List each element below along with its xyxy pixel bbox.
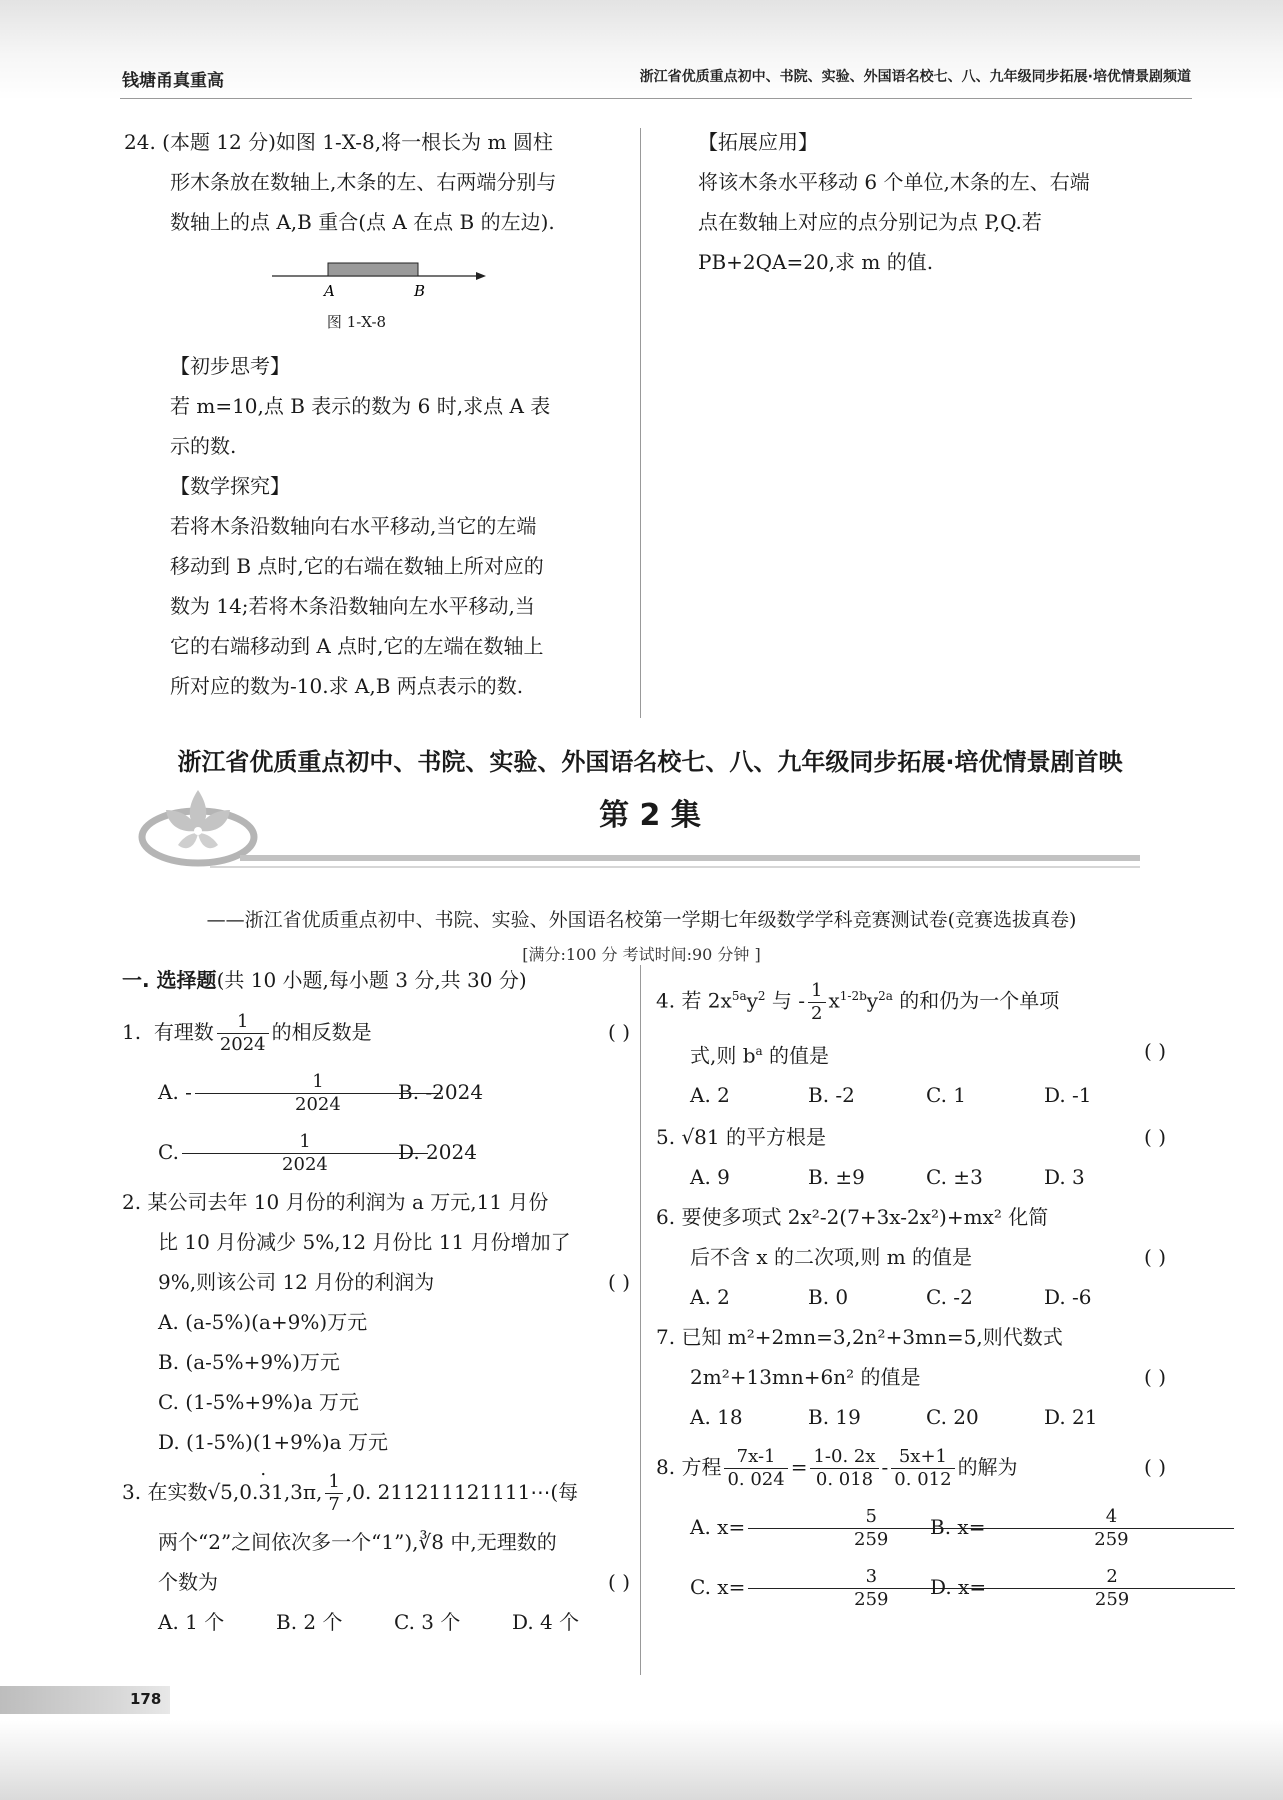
questions-right-column <box>656 966 1166 1617</box>
questions-left-column <box>122 960 630 1642</box>
q24-right-column <box>698 122 1168 282</box>
wooden-stick <box>328 263 418 276</box>
label-b: B <box>414 282 426 300</box>
q6-option-a[interactable]: A. 2 <box>690 1285 730 1310</box>
q1-num: 1. <box>122 1020 142 1044</box>
q2-option-a[interactable]: A. (a-5%)(a+9%)万元 <box>158 1310 368 1334</box>
q6-option-d[interactable]: D. -6 <box>1044 1285 1092 1310</box>
q2-line-3: 9%,则该公司 12 月份的利润为 ( ) <box>122 1262 630 1302</box>
header-rule <box>120 98 1192 99</box>
column-divider-bottom <box>640 965 641 1675</box>
part2-line-3: 数为 14;若将木条沿数轴向左水平移动,当 <box>170 594 535 618</box>
q1-options-row-2 <box>122 1122 630 1182</box>
q6-options <box>656 1277 1166 1317</box>
q5-option-b[interactable]: B. ±9 <box>808 1165 865 1190</box>
q5-option-d[interactable]: D. 3 <box>1044 1165 1085 1190</box>
number-line-svg <box>124 246 629 306</box>
q1-option-c[interactable]: C. $\frac{1}{2024}$ <box>158 1122 398 1182</box>
q2-option-b[interactable]: B. (a-5%+9%)万元 <box>158 1350 340 1374</box>
q3-option-a[interactable]: A. 1 个 <box>158 1610 225 1634</box>
q3-option-c[interactable]: C. 3 个 <box>394 1610 461 1634</box>
q24-left-column <box>124 122 629 706</box>
q2-option-c[interactable]: C. (1-5%+9%)a 万元 <box>158 1390 359 1414</box>
q7-line-2: 2m²+13mn+6n² 的值是 ( ) <box>656 1357 1166 1397</box>
q7-option-b[interactable]: B. 19 <box>808 1405 861 1430</box>
footer-band <box>0 1720 1283 1800</box>
q4-line-1: 4. 若 $2x^{5a}y^2$ 与 - $\frac{1}{2}$ $x^{1-2b}y^{2a}$ 的和仍为一个单项 <box>656 979 1060 1024</box>
part2-line-5: 所对应的数为-10.求 A,B 两点表示的数. <box>170 674 524 698</box>
section1-desc: (共 10 小题,每小题 3 分,共 30 分) <box>216 968 527 992</box>
q7-option-d[interactable]: D. 21 <box>1044 1405 1098 1430</box>
q8-option-b[interactable]: B. x= $\frac{4}{259}$ <box>930 1497 1170 1557</box>
part2-line-1: 若将木条沿数轴向右水平移动,当它的左端 <box>170 514 537 538</box>
episode-title: 浙江省优质重点初中、书院、实验、外国语名校七、八、九年级同步拓展·培优情景剧首映 <box>177 748 1123 776</box>
q4-line-2: 式,则 $b^a$ 的值是 ( ) <box>656 1031 1166 1076</box>
q4-answer-paren[interactable]: ( ) <box>1144 1038 1166 1063</box>
q1-fraction: $\frac{1}{2024}$ <box>217 1011 269 1056</box>
q8-option-d[interactable]: D. x= $\frac{2}{259}$ <box>930 1557 1170 1617</box>
q6-line-2: 后不含 x 的二次项,则 m 的值是 ( ) <box>656 1237 1166 1277</box>
q3-option-b[interactable]: B. 2 个 <box>276 1610 343 1634</box>
q1-option-a[interactable]: A. - $\frac{1}{2024}$ <box>158 1062 398 1122</box>
q7-answer-paren[interactable]: ( ) <box>1144 1365 1166 1390</box>
part1-line-2: 示的数. <box>170 434 237 458</box>
banner-rule-thin <box>210 866 1140 868</box>
q8-options-row-2 <box>656 1557 1166 1617</box>
q1-pre: 有理数 <box>153 1020 214 1044</box>
part1-line-1: 若 m=10,点 B 表示的数为 6 时,求点 A 表 <box>170 394 551 418</box>
q1-post: 的相反数是 <box>271 1020 372 1044</box>
q1-options-row-1 <box>122 1062 630 1122</box>
label-a: A <box>324 282 335 300</box>
q8-option-a[interactable]: A. x= $\frac{5}{259}$ <box>690 1497 930 1557</box>
q3-line-1: 3. 在实数√5,0.. 31,3π, $\frac{1}{7}$ ,0. 211211121111⋯(每 <box>122 1462 630 1522</box>
q6-option-c[interactable]: C. -2 <box>926 1285 973 1310</box>
q2-line-2: 比 10 月份减少 5%,12 月份比 11 月份增加了 <box>158 1230 571 1254</box>
q5-option-c[interactable]: C. ±3 <box>926 1165 983 1190</box>
q8-options-row-1 <box>656 1497 1166 1557</box>
q1-stem <box>122 1002 630 1062</box>
page-number-tab <box>0 1686 170 1714</box>
q24-line-2: 形木条放在数轴上,木条的左、右两端分别与 <box>170 170 557 194</box>
q5-answer-paren[interactable]: ( ) <box>1144 1125 1166 1150</box>
number-line-arrow <box>476 272 486 280</box>
q4-option-a[interactable]: A. 2 <box>690 1083 730 1108</box>
column-divider-top <box>640 128 641 718</box>
q3-option-d[interactable]: D. 4 个 <box>512 1610 580 1634</box>
q24-line-3: 数轴上的点 A,B 重合(点 A 在点 B 的左边). <box>170 210 555 234</box>
part3-title: 【拓展应用】 <box>698 130 818 154</box>
q3-line-2: 两个“2”之间依次多一个“1”),∛8 中,无理数的 <box>158 1530 557 1554</box>
part1-title: 【初步思考】 <box>170 354 290 378</box>
q2-option-d[interactable]: D. (1-5%)(1+9%)a 万元 <box>158 1430 388 1454</box>
part3-line-3: PB+2QA=20,求 m 的值. <box>698 250 934 274</box>
q6-option-b[interactable]: B. 0 <box>808 1285 849 1310</box>
q6-line-1: 6. 要使多项式 2x²-2(7+3x-2x²)+mx² 化简 <box>656 1205 1049 1230</box>
section1-heading <box>122 960 630 1000</box>
q4-option-c[interactable]: C. 1 <box>926 1083 967 1108</box>
part2-line-4: 它的右端移动到 A 点时,它的左端在数轴上 <box>170 634 544 658</box>
part3-line-1: 将该木条水平移动 6 个单位,木条的左、右端 <box>698 170 1090 194</box>
exam-subtitle: ——浙江省优质重点初中、书院、实验、外国语名校第一学期七年级数学学科竞赛测试卷(竞赛选拔真卷) <box>206 909 1077 931</box>
page-number: 178 <box>130 1690 162 1708</box>
q7-options <box>656 1397 1166 1437</box>
q1-answer-paren[interactable]: ( ) <box>608 1020 630 1044</box>
section1-title: 一. 选择题 <box>122 968 217 992</box>
q7-line-1: 7. 已知 m²+2mn=3,2n²+3mn=5,则代数式 <box>656 1325 1063 1350</box>
number-line-figure <box>124 246 629 306</box>
q24-line-1: 24. (本题 12 分)如图 1-X-8,将一根长为 m 圆柱 <box>124 130 553 154</box>
q8-option-c[interactable]: C. x= $\frac{3}{259}$ <box>690 1557 930 1617</box>
figure-caption: 图 1-X-8 <box>326 313 387 331</box>
part2-line-2: 移动到 B 点时,它的右端在数轴上所对应的 <box>170 554 544 578</box>
header-left-title: 钱塘甬真重高 <box>122 71 224 91</box>
q3-options <box>122 1602 630 1642</box>
q5-option-a[interactable]: A. 9 <box>690 1165 730 1190</box>
episode-number: 第 2 集 <box>599 798 701 833</box>
q6-answer-paren[interactable]: ( ) <box>1144 1245 1166 1270</box>
q3-answer-paren[interactable]: ( ) <box>608 1570 630 1594</box>
q4-option-b[interactable]: B. -2 <box>808 1083 855 1108</box>
part2-title: 【数学探究】 <box>170 474 290 498</box>
q1-option-b[interactable]: B. -2024 <box>398 1080 484 1104</box>
q7-option-a[interactable]: A. 18 <box>690 1405 743 1430</box>
q3-line-3: 个数为 ( ) <box>122 1562 630 1602</box>
q4-options <box>656 1075 1166 1115</box>
header-right-title: 浙江省优质重点初中、书院、实验、外国语名校七、八、九年级同步拓展·培优情景剧频道 <box>639 69 1191 85</box>
banner-rule-thick <box>240 855 1140 861</box>
q2-answer-paren[interactable]: ( ) <box>608 1270 630 1294</box>
q8-answer-paren[interactable]: ( ) <box>1144 1455 1166 1480</box>
q8-stem: 8. 方程 $\frac{7x-1}{0. 024}$ = $\frac{1-0. 2x}{0. 018}$ - $\frac{5x+1}{0. 012}$ 的解为 ( ) <box>656 1437 1166 1497</box>
q4-option-d[interactable]: D. -1 <box>1044 1083 1092 1108</box>
q5-stem: 5. √81 的平方根是 ( ) <box>656 1117 1166 1157</box>
q1-option-d[interactable]: D. 2024 <box>398 1140 477 1164</box>
q5-options <box>656 1157 1166 1197</box>
q2-line-1: 2. 某公司去年 10 月份的利润为 a 万元,11 月份 <box>122 1190 549 1214</box>
part3-line-2: 点在数轴上对应的点分别记为点 P,Q.若 <box>698 210 1042 234</box>
q7-option-c[interactable]: C. 20 <box>926 1405 979 1430</box>
exam-info: [满分:100 分 考试时间:90 分钟 ] <box>522 945 761 964</box>
